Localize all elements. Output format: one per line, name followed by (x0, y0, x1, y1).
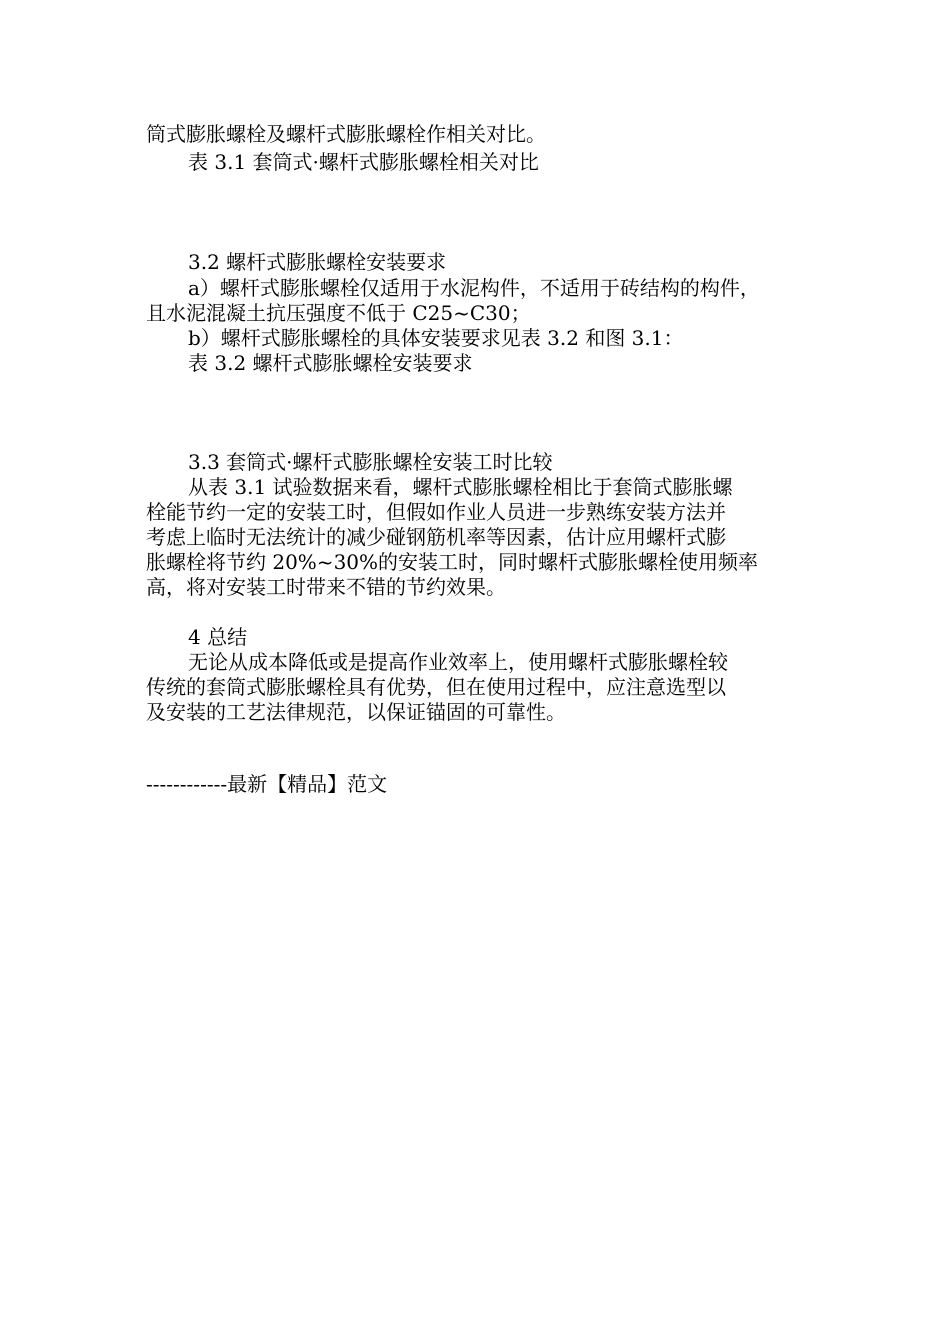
table-caption: 表 3.1 套筒式·螺杆式膨胀螺栓相关对比 (188, 150, 539, 174)
paragraph-line: b）螺杆式膨胀螺栓的具体安装要求见表 3.2 和图 3.1： (188, 326, 684, 350)
paragraph-line: 考虑上临时无法统计的减少碰钢筋机率等因素，估计应用螺杆式膨 (146, 525, 726, 549)
paragraph-line: 及安装的工艺法律规范，以保证锚固的可靠性。 (146, 700, 566, 724)
paragraph-line: a）螺杆式膨胀螺栓仅适用于水泥构件，不适用于砖结构的构件， (188, 276, 760, 300)
section-heading: 3.2 螺杆式膨胀螺栓安装要求 (188, 250, 447, 274)
footer-text: ------------最新【精品】范文 (146, 772, 388, 796)
paragraph-line: 栓能节约一定的安装工时，但假如作业人员进一步熟练安装方法并 (146, 500, 726, 524)
section-heading: 3.3 套筒式·螺杆式膨胀螺栓安装工时比较 (188, 450, 553, 474)
table-caption: 表 3.2 螺杆式膨胀螺栓安装要求 (188, 351, 473, 375)
section-heading: 4 总结 (188, 625, 248, 649)
paragraph-line: 且水泥混凝土抗压强度不低于 C25~C30； (146, 301, 531, 325)
paragraph-line: 从表 3.1 试验数据来看，螺杆式膨胀螺栓相比于套筒式膨胀螺 (188, 475, 733, 499)
paragraph-line: 高，将对安装工时带来不错的节约效果。 (146, 575, 506, 599)
paragraph-line: 传统的套筒式膨胀螺栓具有优势，但在使用过程中，应注意选型以 (146, 675, 726, 699)
paragraph-line: 筒式膨胀螺栓及螺杆式膨胀螺栓作相关对比。 (146, 122, 546, 146)
paragraph-line: 胀螺栓将节约 20%~30%的安装工时，同时螺杆式膨胀螺栓使用频率 (146, 550, 759, 574)
paragraph-line: 无论从成本降低或是提高作业效率上，使用螺杆式膨胀螺栓较 (188, 650, 728, 674)
